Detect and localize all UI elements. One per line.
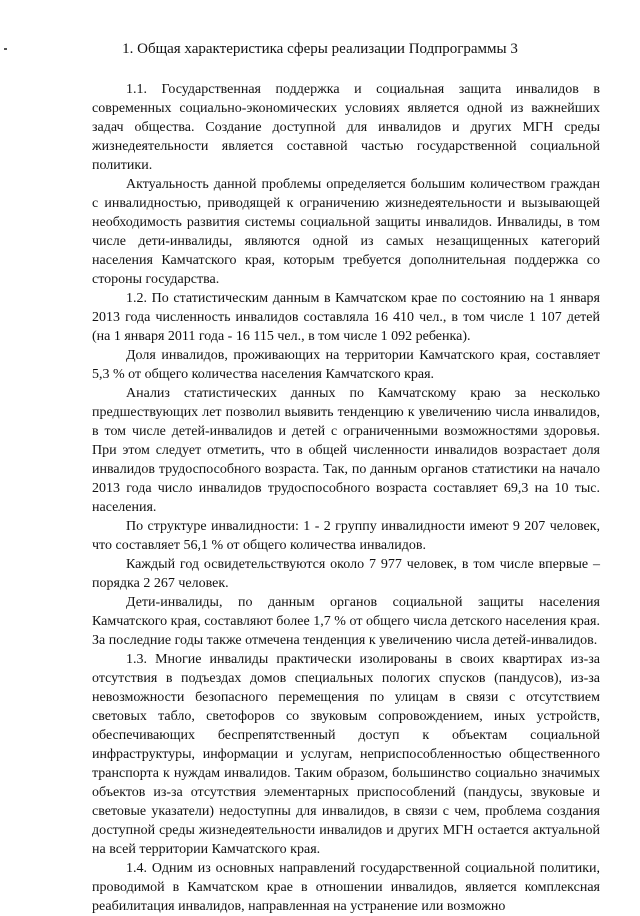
paragraph: 1.4. Одним из основных направлений государственной социальной политики, проводимой в Камчатском крае в отношении инвалидов, является комплексная реабилитация инвалидов, направленная на устранение или возможно xyxy=(92,861,600,914)
paragraph: 1.3. Многие инвалиды практически изолированы в своих квартирах из-за отсутствия в подъездах домов специальных пологих спусков (пандусов), из-за невозможности безопасного перемещения по улицам в связи с отсутствием световых табло, светофоров со звуковым сопровождением, иных устройств, обеспечивающих беспрепятственный доступ к объектам социальной инфраструктуры, информации и услугам, неприспособленностью общественного транспорта к нуждам инвалидов. Таким образом, большинство социально значимых объектов из-за отсутствия элементарных приспособлений (пандусы, звуковые и световые указатели) недоступны для инвалидов, в связи с чем, проблема создания доступной среды жизнедеятельности инвалидов и других МГН остается актуальной на всей территории Камчатского края. xyxy=(92,652,600,857)
paragraph: 1.2. По статистическим данным в Камчатском крае по состоянию на 1 января 2013 года численность инвалидов составляла 16 410 чел., в том числе 1 107 детей (на 1 января 2011 года - 16 115 чел., в том числе 1 092 ребенка). xyxy=(92,291,600,344)
paragraph: Каждый год освидетельствуются около 7 977 человек, в том числе впервые – порядка 2 267 человек. xyxy=(92,557,600,591)
paragraph: Актуальность данной проблемы определяется большим количеством граждан с инвалидностью, приводящей к ограничению жизнедеятельности и вызывающей необходимость развития системы социальной защиты инвалидов. Инвалиды, в том числе дети-инвалиды, являются одной из самых незащищенных категорий населения Камчатского края, которым требуется дополнительная поддержка со стороны государства. xyxy=(92,177,600,287)
paragraph: Доля инвалидов, проживающих на территории Камчатского края, составляет 5,3 % от общего количества населения Камчатского края. xyxy=(92,348,600,382)
paragraph: Дети-инвалиды, по данным органов социальной защиты населения Камчатского края, составляют более 1,7 % от общего числа детского населения края. За последние годы также отмечена тенденция к увеличению числа детей-инвалидов. xyxy=(92,595,600,648)
document-body xyxy=(92,80,600,916)
section-heading: 1. Общая характеристика сферы реализации Подпрограммы 3 xyxy=(122,41,518,57)
paragraph: По структуре инвалидности: 1 - 2 группу инвалидности имеют 9 207 человек, что составляет 56,1 % от общего количества инвалидов. xyxy=(92,519,600,553)
paragraph: Анализ статистических данных по Камчатскому краю за несколько предшествующих лет позволил выявить тенденцию к увеличению числа инвалидов, в том числе детей-инвалидов и детей с ограниченными возможностями здоровья. При этом следует отметить, что в общей численности инвалидов возрастает доля инвалидов трудоспособного возраста. Так, по данным органов статистики на начало 2013 года число инвалидов трудоспособного возраста составляет 69,3 на 10 тыс. населения. xyxy=(92,386,600,515)
paragraph: 1.1. Государственная поддержка и социальная защита инвалидов в современных социально-экономических условиях является одной из важнейших задач общества. Создание доступной для инвалидов и других МГН среды жизнедеятельности является составной частью государственной социальной политики. xyxy=(92,82,600,173)
